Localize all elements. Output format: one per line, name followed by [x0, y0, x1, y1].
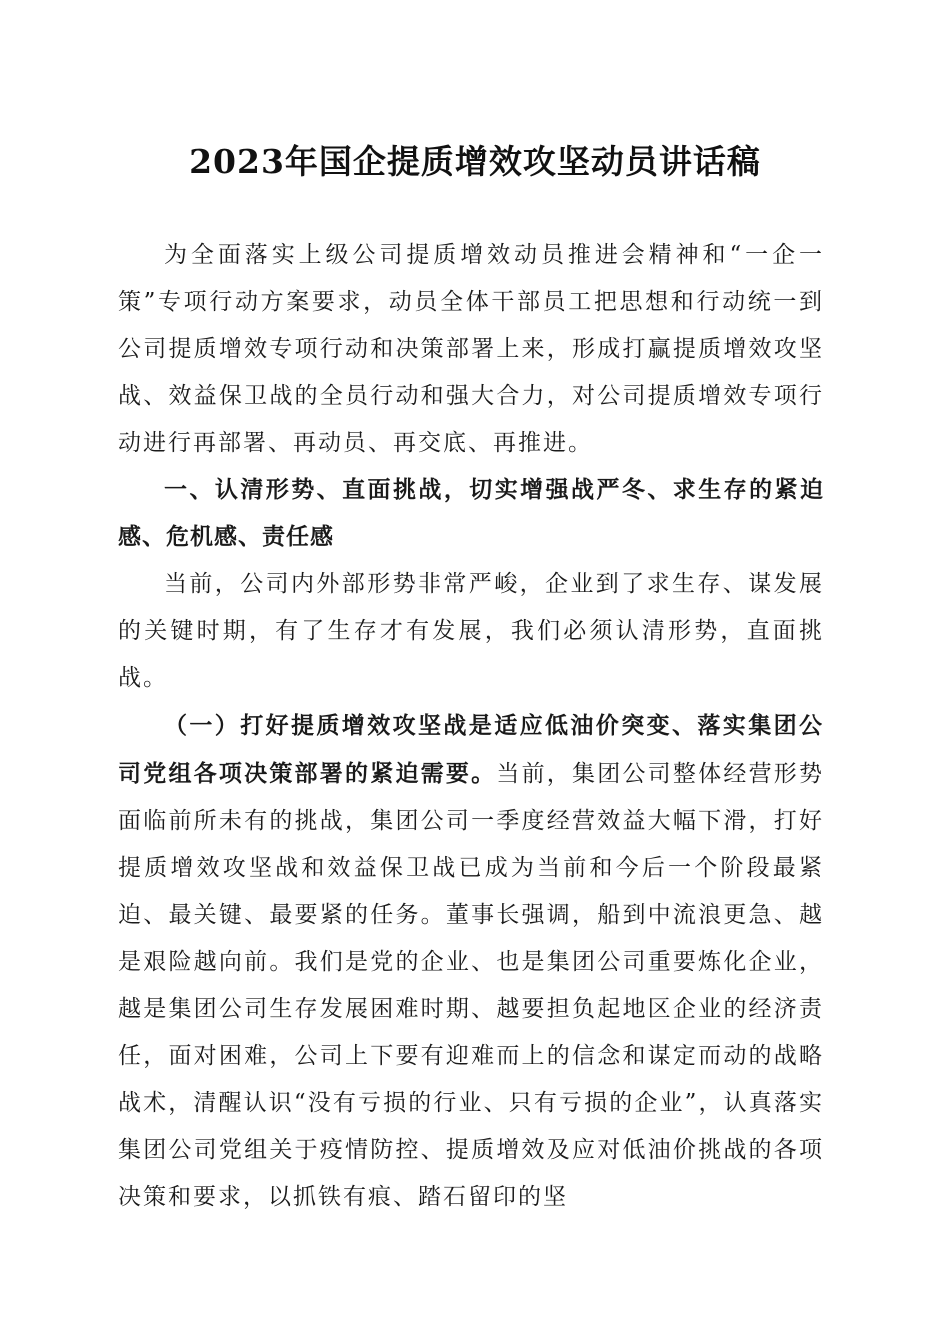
document-body	[118, 232, 824, 1221]
intro-paragraph: 为全面落实上级公司提质增效动员推进会精神和“一企一策”专项行动方案要求，动员全体干部员工把思想和行动统一到公司提质增效专项行动和决策部署上来，形成打赢提质增效攻坚战、效益保卫战的全员行动和强大合力，对公司提质增效专项行动进行再部署、再动员、再交底、再推进。	[118, 242, 824, 456]
subsection-paragraph	[118, 702, 824, 1221]
subsection-lead: （一）打好提质增效攻坚战是适应低油价突变、落实集团公司党组各项决策部署的紧迫需要。	[118, 712, 824, 787]
subsection-text: 当前，集团公司整体经营形势面临前所未有的挑战，集团公司一季度经营效益大幅下滑，打好提质增效攻坚战和效益保卫战已成为当前和今后一个阶段最紧迫、最关键、最要紧的任务。董事长强调，船到中流浪更急、越是艰险越向前。我们是党的企业、也是集团公司重要炼化企业，越是集团公司生存发展困难时期、越要担负起地区企业的经济责任，面对困难，公司上下要有迎难而上的信念和谋定而动的战略战术，清醒认识“没有亏损的行业、只有亏损的企业”，认真落实集团公司党组关于疫情防控、提质增效及应对低油价挑战的各项决策和要求，以抓铁有痕、踏石留印的坚	[118, 761, 825, 1210]
situation-paragraph: 当前，公司内外部形势非常严峻，企业到了求生存、谋发展的关键时期，有了生存才有发展，我们必须认清形势，直面挑战。	[118, 571, 824, 691]
document-title: 2023年国企提质增效攻坚动员讲话稿	[189, 142, 761, 181]
section-heading: 一、认清形势、直面挑战，切实增强战严冬、求生存的紧迫感、危机感、责任感	[118, 477, 824, 550]
